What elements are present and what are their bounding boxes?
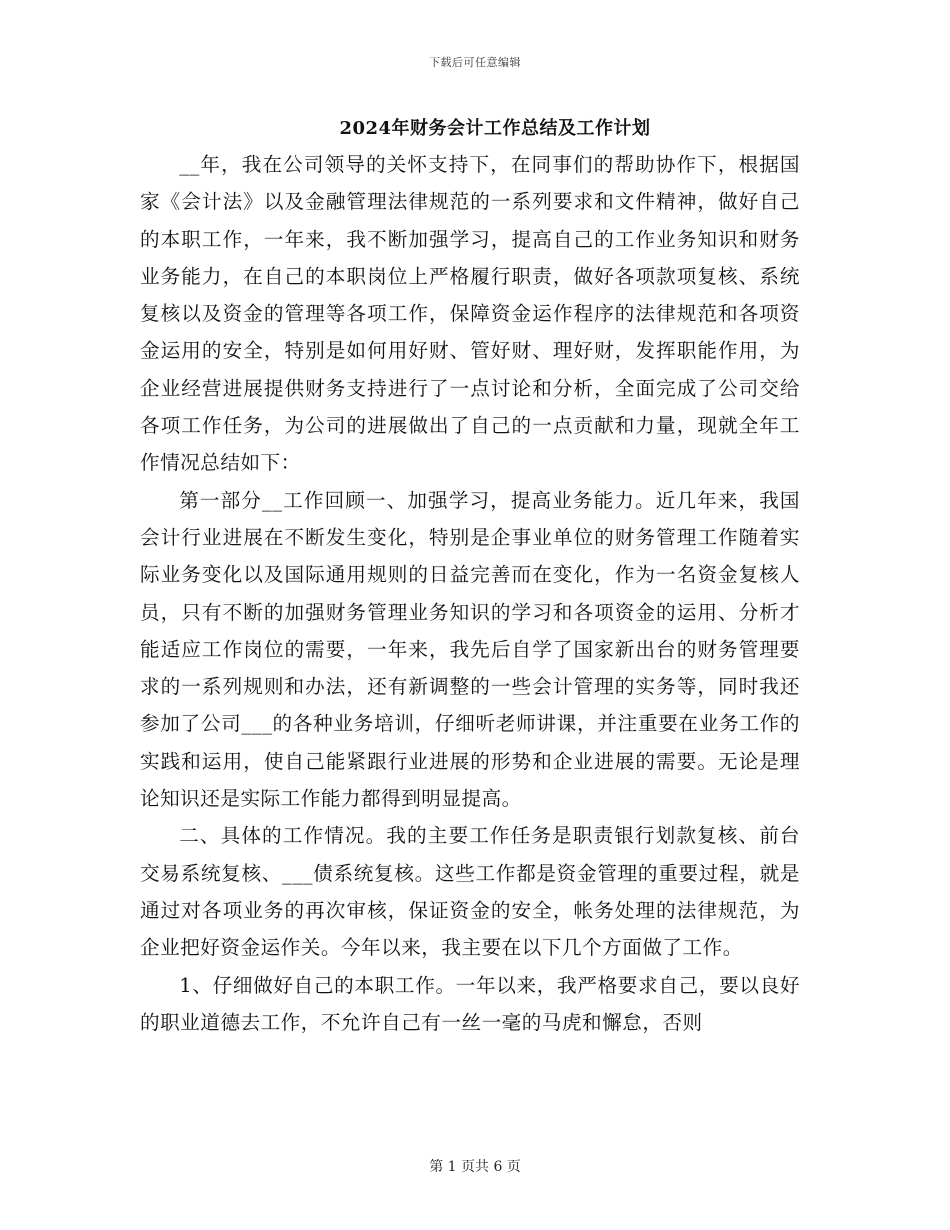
header-note: 下载后可任意编辑 [429, 56, 521, 69]
page-number: 第 1 页共 6 页 [429, 1159, 521, 1175]
paragraph-work-details: 二、具体的工作情况。我的主要工作任务是职责银行划款复核、前台交易系统复核、___债系统复核。这些工作都是资金管理的重要过程，就是通过对各项业务的再次审核，保证资金的安全，帐务处理的法律规范，为企业把好资金运作关。今年以来，我主要在以下几个方面做了工作。 [140, 824, 800, 960]
document-body [140, 146, 800, 1041]
paragraph-part-one: 第一部分__工作回顾一、加强学习，提高业务能力。近几年来，我国会计行业进展在不断发生变化，特别是企事业单位的财务管理工作随着实际业务变化以及国际通用规则的日益完善而在变化，作为一名资金复核人员，只有不断的加强财务管理业务知识的学习和各项资金的运用、分析才能适应工作岗位的需要，一年来，我先后自学了国家新出台的财务管理要求的一系列规则和办法，还有新调整的一些会计管理的实务等，同时我还参加了公司___的各种业务培训，仔细听老师讲课，并注重要在业务工作的实践和运用，使自己能紧跟行业进展的形势和企业进展的需要。无论是理论知识还是实际工作能力都得到明显提高。 [140, 488, 800, 811]
paragraph-duty: 1、仔细做好自己的本职工作。一年以来，我严格要求自己，要以良好的职业道德去工作，不允许自己有一丝一毫的马虎和懈怠，否则 [140, 973, 800, 1034]
paragraph-intro: __年，我在公司领导的关怀支持下，在同事们的帮助协作下，根据国家《会计法》以及金融管理法律规范的一系列要求和文件精神，做好自己的本职工作，一年来，我不断加强学习，提高自己的工作业务知识和财务业务能力，在自己的本职岗位上严格履行职责，做好各项款项复核、系统复核以及资金的管理等各项工作，保障资金运作程序的法律规范和各项资金运用的安全，特别是如何用好财、管好财、理好财，发挥职能作用，为企业经营进展提供财务支持进行了一点讨论和分析，全面完成了公司交给各项工作任务，为公司的进展做出了自己的一点贡献和力量，现就全年工作情况总结如下： [140, 153, 800, 475]
document-title: 2024年财务会计工作总结及工作计划 [339, 118, 651, 139]
